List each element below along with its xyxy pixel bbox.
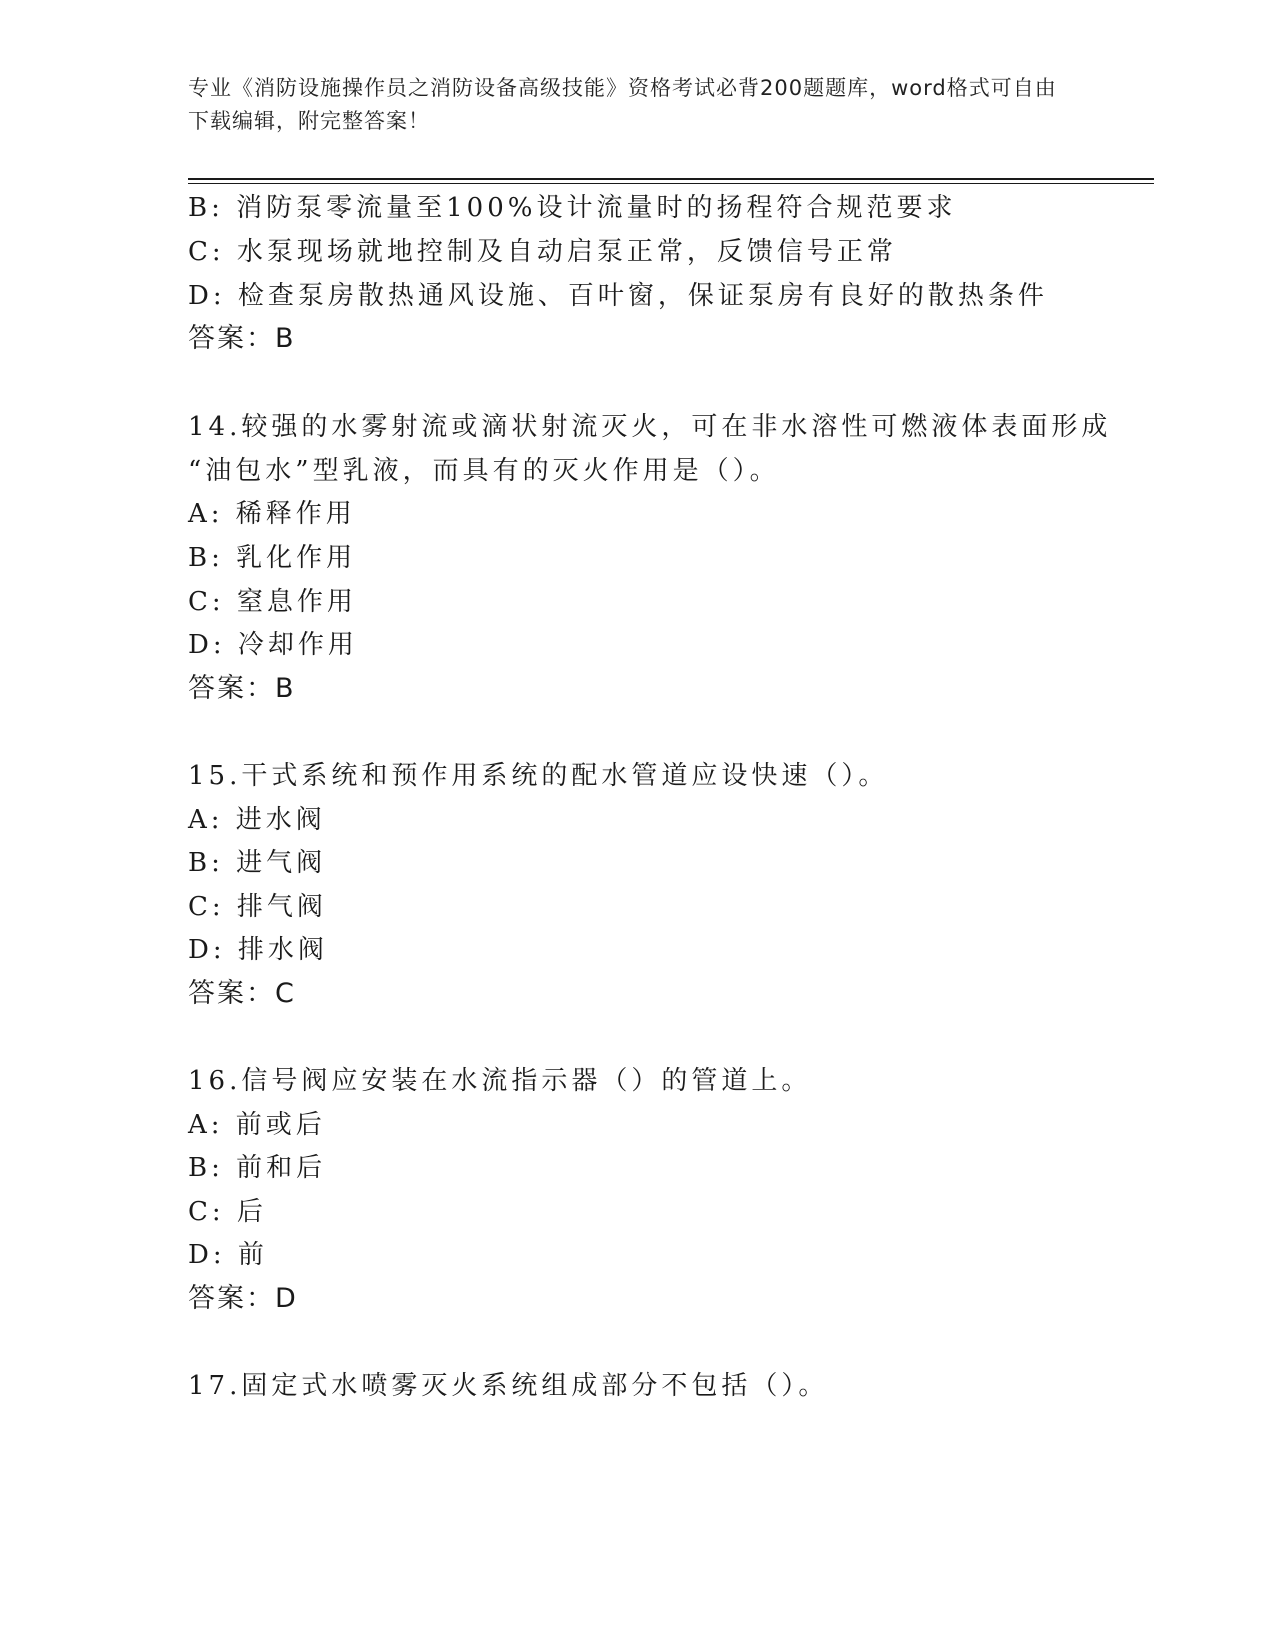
header-divider-thick [188,178,1154,180]
q14-answer: 答案：B [188,673,296,704]
q14-option-b: B: 乳化作用 [188,543,357,573]
q15-option-b: B: 进气阀 [188,848,327,878]
q16-stem: 16.信号阀应安装在水流指示器（）的管道上。 [188,1066,812,1096]
q16-option-a: A: 前或后 [188,1110,326,1140]
q14-option-d: D: 冷却作用 [188,630,358,660]
document-header: 专业《消防设施操作员之消防设备高级技能》资格考试必背200题题库，word格式可自由下载编辑，附完整答案！ [188,76,1057,133]
q16-option-b: B: 前和后 [188,1153,327,1183]
q13-option-c: C: 水泵现场就地控制及自动启泵正常，反馈信号正常 [188,237,897,267]
q16-answer: 答案：D [188,1283,298,1314]
q15-option-c: C: 排气阀 [188,892,327,922]
q14-stem-line1: 14.较强的水雾射流或滴状射流灭火，可在非水溶性可燃液体表面形成 [188,412,1112,442]
q13-option-b: B: 消防泵零流量至100%设计流量时的扬程符合规范要求 [188,193,957,223]
q15-option-d: D: 排水阀 [188,935,328,965]
q16-option-c: C: 后 [188,1197,267,1227]
q14-option-a: A: 稀释作用 [188,499,356,529]
q15-stem: 15.干式系统和预作用系统的配水管道应设快速（）。 [188,761,889,791]
q16-option-d: D: 前 [188,1240,268,1270]
q17-stem: 17.固定式水喷雾灭火系统组成部分不包括（）。 [188,1371,829,1401]
q15-option-a: A: 进水阀 [188,805,326,835]
q14-stem-line2: “油包水”型乳液，而具有的灭火作用是（）。 [188,456,780,486]
q13-option-d: D: 检查泵房散热通风设施、百叶窗，保证泵房有良好的散热条件 [188,281,1048,311]
header-divider-thin [188,183,1154,184]
q14-option-c: C: 窒息作用 [188,587,357,617]
q13-answer: 答案：B [188,323,296,354]
q15-answer: 答案：C [188,978,296,1009]
